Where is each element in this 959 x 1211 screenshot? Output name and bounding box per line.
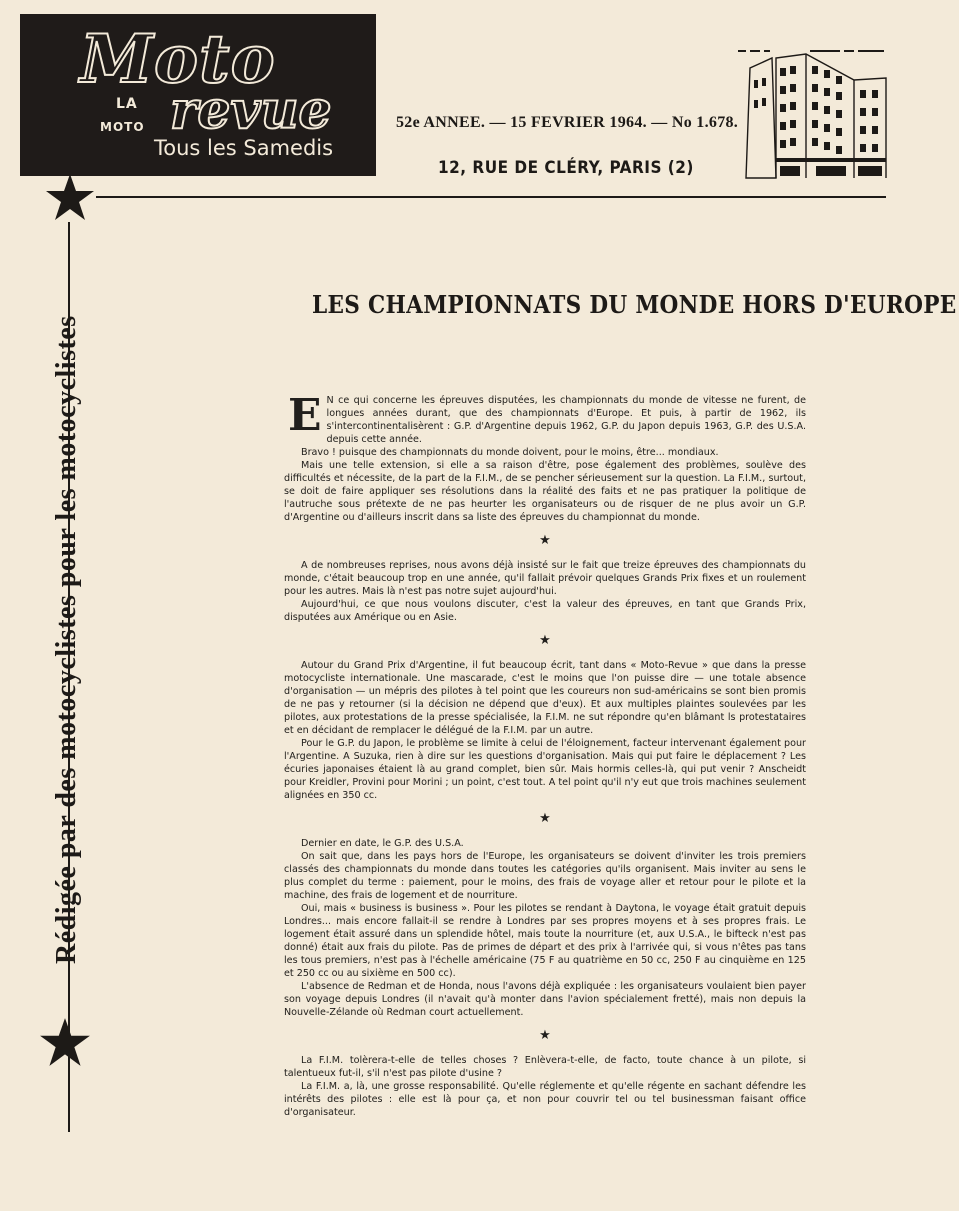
article-paragraph: Oui, mais « business is business ». Pour les pilotes se rendant à Daytona, le voyage était gratuit depuis Londres... mais encore fallait-il se rendre à Londres par ses propres moyens et à ses propres frais. Le logement était assuré dans un splendide hôtel, mais toute la nourriture (et, aux U.S.A., le bifteck n'est pas donné) était aux frais du pilote. Pas de primes de départ et des prix à l'arrivée qui, si vous n'êtes pas tans les tous premiers, n'est pas à l'échelle américaine (75 F au quatrième en 50 cc, 250 F au cinquième en 125 et 250 cc ou au sixième en 500 cc). — [284, 903, 806, 979]
article-paragraph: Pour le G.P. du Japon, le problème se limite à celui de l'éloignement, facteur intervenant également pour l'Argentine. A Suzuka, rien à dire sur les questions d'organisation. Mais qui put faire le déplacement ? Les écuries japonaises étaient là au grand complet, bien sûr. Mais hormis celles-là, qui put venir ? Anscheidt pour Kreidler, Provini pour Morini ; un point, c'est tout. A tel point qu'il n'y eut que trois machines seulement alignées en 350 cc. — [284, 738, 806, 801]
star-ornament-icon — [38, 1016, 92, 1070]
article-title: LES CHAMPIONNATS DU MONDE HORS D'EUROPE — [312, 290, 957, 319]
article-paragraph: E N ce qui concerne les épreuves disputées, les championnats du monde de vitesse ne furent, de longues années durant, que des championnats d'Europe. Et puis, à partir de 1962, ils s'intercontinentalisèrent : G.P. d'Argentine depuis 1962, G.P. du Japon depuis 1963, G.P. des U.S.A. depuis cette année. — [288, 390, 806, 445]
star-ornament-icon — [44, 172, 96, 224]
article-paragraph: Aujourd'hui, ce que nous voulons discuter, c'est la valeur des épreuves, en tant que Grands Prix, disputées aux Amérique ou en Asie. — [284, 599, 806, 623]
article-section — [284, 390, 806, 524]
building-illustration-icon — [736, 50, 888, 180]
article-paragraph: On sait que, dans les pays hors de l'Europe, les organisateurs se doivent d'inviter les trois premiers classés des championnats du monde dans toutes les catégories qu'ils organisent. Mais inviter au sens le plus complet du terme : paiement, pour le moins, des frais de voyage aller et retour pour le pilote et la machine, des frais de logement et de nourriture. — [284, 851, 806, 901]
article-paragraph: Bravo ! puisque des championnats du monde doivent, pour le moins, être... mondiaux. — [301, 447, 719, 458]
article-section — [284, 1054, 806, 1119]
top-rule — [96, 196, 886, 198]
address-line: 12, RUE DE CLÉRY, PARIS (2) — [438, 158, 694, 178]
drop-cap: E — [288, 390, 322, 441]
section-separator: ★ — [539, 811, 551, 826]
side-tagline: Rédigée par des motocyclistes pour les motocyclistes — [51, 315, 82, 964]
article-section — [284, 559, 806, 624]
article-paragraph: A de nombreuses reprises, nous avons déjà insisté sur le fait que treize épreuves des championnats du monde, c'était beaucoup trop en une année, qu'il fallait prévoir quelques Grands Prix fixes et un roulement pour les autres. Mais là n'est pas notre sujet aujourd'hui. — [284, 560, 806, 597]
section-separator: ★ — [539, 1028, 551, 1043]
article-paragraph: La F.I.M. tolèrera-t-elle de telles choses ? Enlèvera-t-elle, de facto, toute chance à un pilote, si talentueux fut-il, s'il n'est pas pilote d'usine ? — [284, 1055, 806, 1079]
article-section — [284, 659, 806, 802]
logo-revue-text: revue — [170, 80, 332, 141]
article-paragraph: Autour du Grand Prix d'Argentine, il fut beaucoup écrit, tant dans « Moto-Revue » que dans la presse motocycliste internationale. Une mascarade, c'est le moins que l'on puisse dire — une totale absence d'organisation — un mépris des pilotes à tel point que les coureurs non sud-américains se sont bien promis de ne pas y retourner (si la décision ne dépend que d'eux). Et aux multiples plaintes soulevées par les pilotes, aux protestations de la presse spécialisée, la F.I.M. ne sut répondre qu'en blâmant ls protestataires et en décidant de remplacer le délégué de la F.I.M. par un autre. — [284, 660, 806, 736]
article-paragraph: Dernier en date, le G.P. des U.S.A. — [301, 838, 464, 849]
article-paragraph: L'absence de Redman et de Honda, nous l'avons déjà expliquée : les organisateurs voulaient bien payer son voyage depuis Londres (il n'avait qu'à monter dans l'avion spécialement fretté), mais non depuis la Nouvelle-Zélande où Redman court actuellement. — [284, 981, 806, 1018]
article-section — [284, 837, 806, 1019]
logo-la-text: LA — [116, 96, 138, 112]
logo-moto-text: Moto — [80, 20, 276, 98]
article-paragraph: La F.I.M. a, là, une grosse responsabilité. Qu'elle réglemente et qu'elle régente en sachant défendre les intérêts des pilotes : elle est là pour ça, et non pour couvrir tel ou tel businessman faisant office d'organisateur. — [284, 1081, 806, 1118]
masthead-logo — [20, 14, 376, 176]
section-separator: ★ — [539, 633, 551, 648]
section-separator: ★ — [539, 533, 551, 548]
article-paragraph: Mais une telle extension, si elle a sa raison d'être, pose également des problèmes, soulève des difficultés et nécessite, de la part de la F.I.M., de se pencher sérieusement sur la question. La F.I.M., surtout, se doit de faire appliquer ses résolutions dans la réalité des faits et ne pas pratiquer la politique de l'autruche sous prétexte de ne pas heurter les organisateurs ou de risquer de ne plus avoir un G.P. d'Argentine ou d'ailleurs inscrit dans sa liste des épreuves du championnat du monde. — [284, 460, 806, 523]
logo-moto-small-text: MOTO — [100, 120, 145, 134]
article-body — [284, 390, 806, 1119]
issue-line: 52e ANNEE. — 15 FEVRIER 1964. — No 1.678. — [396, 114, 739, 131]
tagline: Tous les Samedis — [154, 136, 334, 160]
